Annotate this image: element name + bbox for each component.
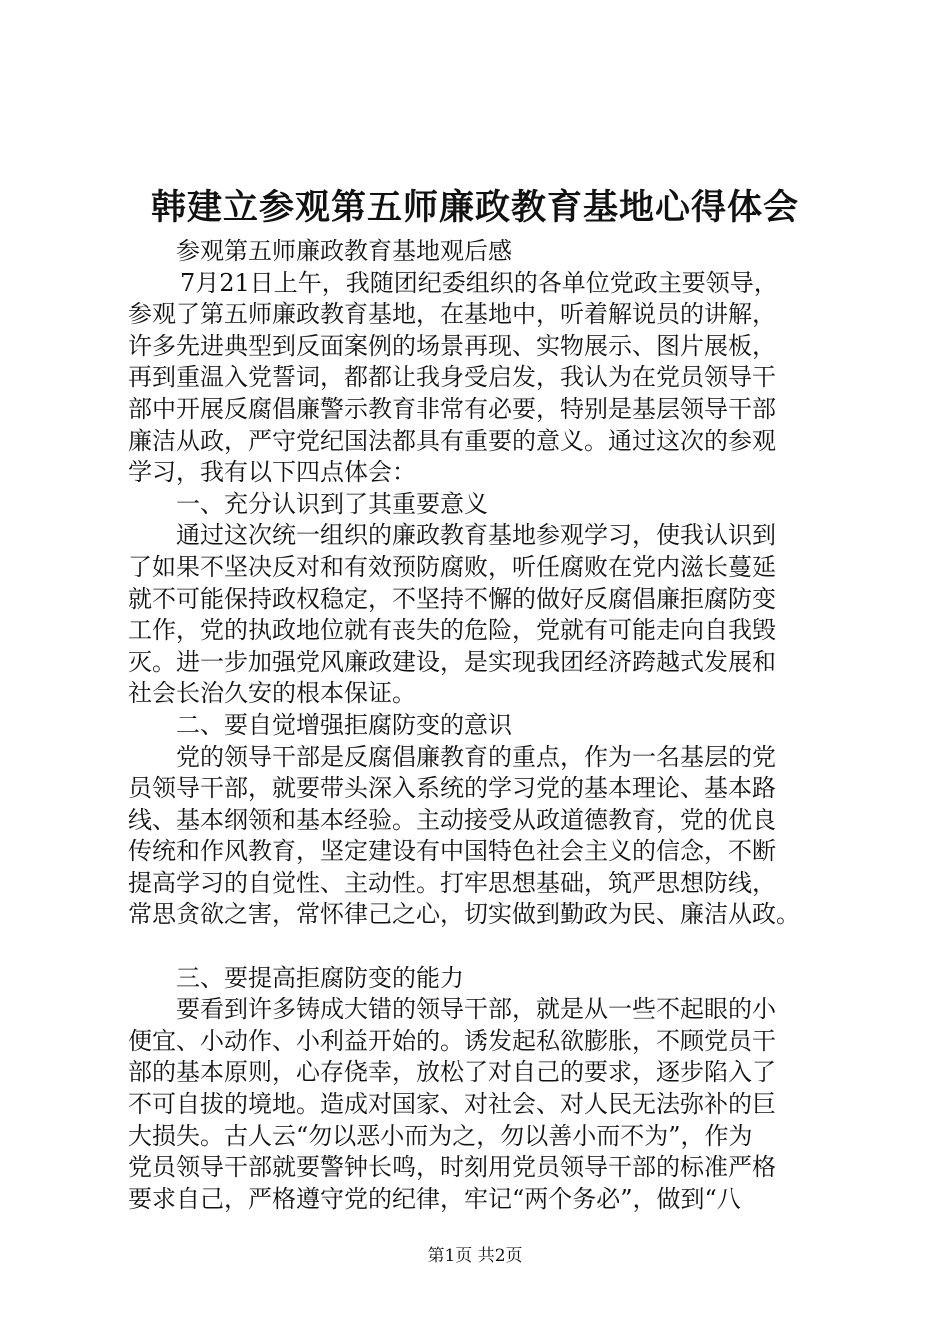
paragraph-line: 要求自己，严格遵守党的纪律，牢记“两个务必”，做到“八 <box>128 1184 741 1213</box>
subtitle-line: 参观第五师廉政教育基地观后感 <box>176 237 512 265</box>
paragraph-line: 要看到许多铸成大错的领导干部，就是从一些不起眼的小 <box>176 995 776 1024</box>
paragraph-line: 员领导干部，就要带头深入系统的学习党的基本理论、基本路 <box>128 774 776 803</box>
paragraph-line: 提高学习的自觉性、主动性。打牢思想基础，筑严思想防线， <box>128 868 776 897</box>
paragraph-line: 再到重温入党誓词，都都让我身受启发，我认为在党员领导干 <box>128 363 776 392</box>
paragraph-line: 党员领导干部就要警钟长鸣，时刻用党员领导干部的标准严格 <box>128 1153 776 1182</box>
paragraph-line: 部中开展反腐倡廉警示教育非常有必要，特别是基层领导干部 <box>128 394 776 423</box>
section-heading: 一、充分认识到了其重要意义 <box>176 489 488 518</box>
paragraph-line: 便宜、小动作、小利益开始的。诱发起私欲膨胀，不顾党员干 <box>128 1026 776 1055</box>
blank-line <box>128 931 838 963</box>
page-number-footer: 第1页 共2页 <box>427 1246 523 1266</box>
paragraph-line: 通过这次统一组织的廉政教育基地参观学习，使我认识到 <box>176 521 776 550</box>
paragraph-line: 了如果不坚决反对和有效预防腐败，听任腐败在党内滋长蔓延 <box>128 552 776 581</box>
paragraph-line: 工作，党的执政地位就有丧失的危险，党就有可能走向自我毁 <box>128 616 776 645</box>
paragraph-line: 大损失。古人云“勿以恶小而为之，勿以善小而不为”，作为 <box>128 1121 753 1150</box>
paragraph-line: 学习，我有以下四点体会： <box>128 458 416 487</box>
paragraph-line: 社会长治久安的根本保证。 <box>128 679 416 708</box>
paragraph-line: 常思贪欲之害，常怀律己之心，切实做到勤政为民、廉洁从政。 <box>128 900 800 929</box>
paragraph-line: 传统和作风教育，坚定建设有中国特色社会主义的信念，不断 <box>128 837 776 866</box>
paragraph-line: 部的基本原则，心存侥幸，放松了对自己的要求，逐步陷入了 <box>128 1058 776 1087</box>
paragraph-line: 就不可能保持政权稳定，不坚持不懈的做好反腐倡廉拒腐防变 <box>128 584 776 613</box>
paragraph-line: 7月21日上午，我随团纪委组织的各单位党政主要领导， <box>180 268 778 297</box>
paragraph-line: 许多先进典型到反面案例的场景再现、实物展示、图片展板， <box>128 331 776 360</box>
paragraph-line: 灭。进一步加强党风廉政建设，是实现我团经济跨越式发展和 <box>128 647 776 676</box>
document-body <box>128 236 838 1215</box>
paragraph-line: 线、基本纲领和基本经验。主动接受从政道德教育，党的优良 <box>128 805 776 834</box>
paragraph-line: 廉洁从政，严守党纪国法都具有重要的意义。通过这次的参观 <box>128 426 776 455</box>
section-heading: 三、要提高拒腐防变的能力 <box>176 963 464 992</box>
paragraph-line: 参观了第五师廉政教育基地，在基地中，听着解说员的讲解， <box>128 300 776 329</box>
document-title: 韩建立参观第五师廉政教育基地心得体会 <box>150 188 799 228</box>
paragraph-line: 不可自拔的境地。造成对国家、对社会、对人民无法弥补的巨 <box>128 1090 776 1119</box>
paragraph-line: 党的领导干部是反腐倡廉教育的重点，作为一名基层的党 <box>176 742 776 771</box>
section-heading: 二、要自觉增强拒腐防变的意识 <box>176 710 512 739</box>
